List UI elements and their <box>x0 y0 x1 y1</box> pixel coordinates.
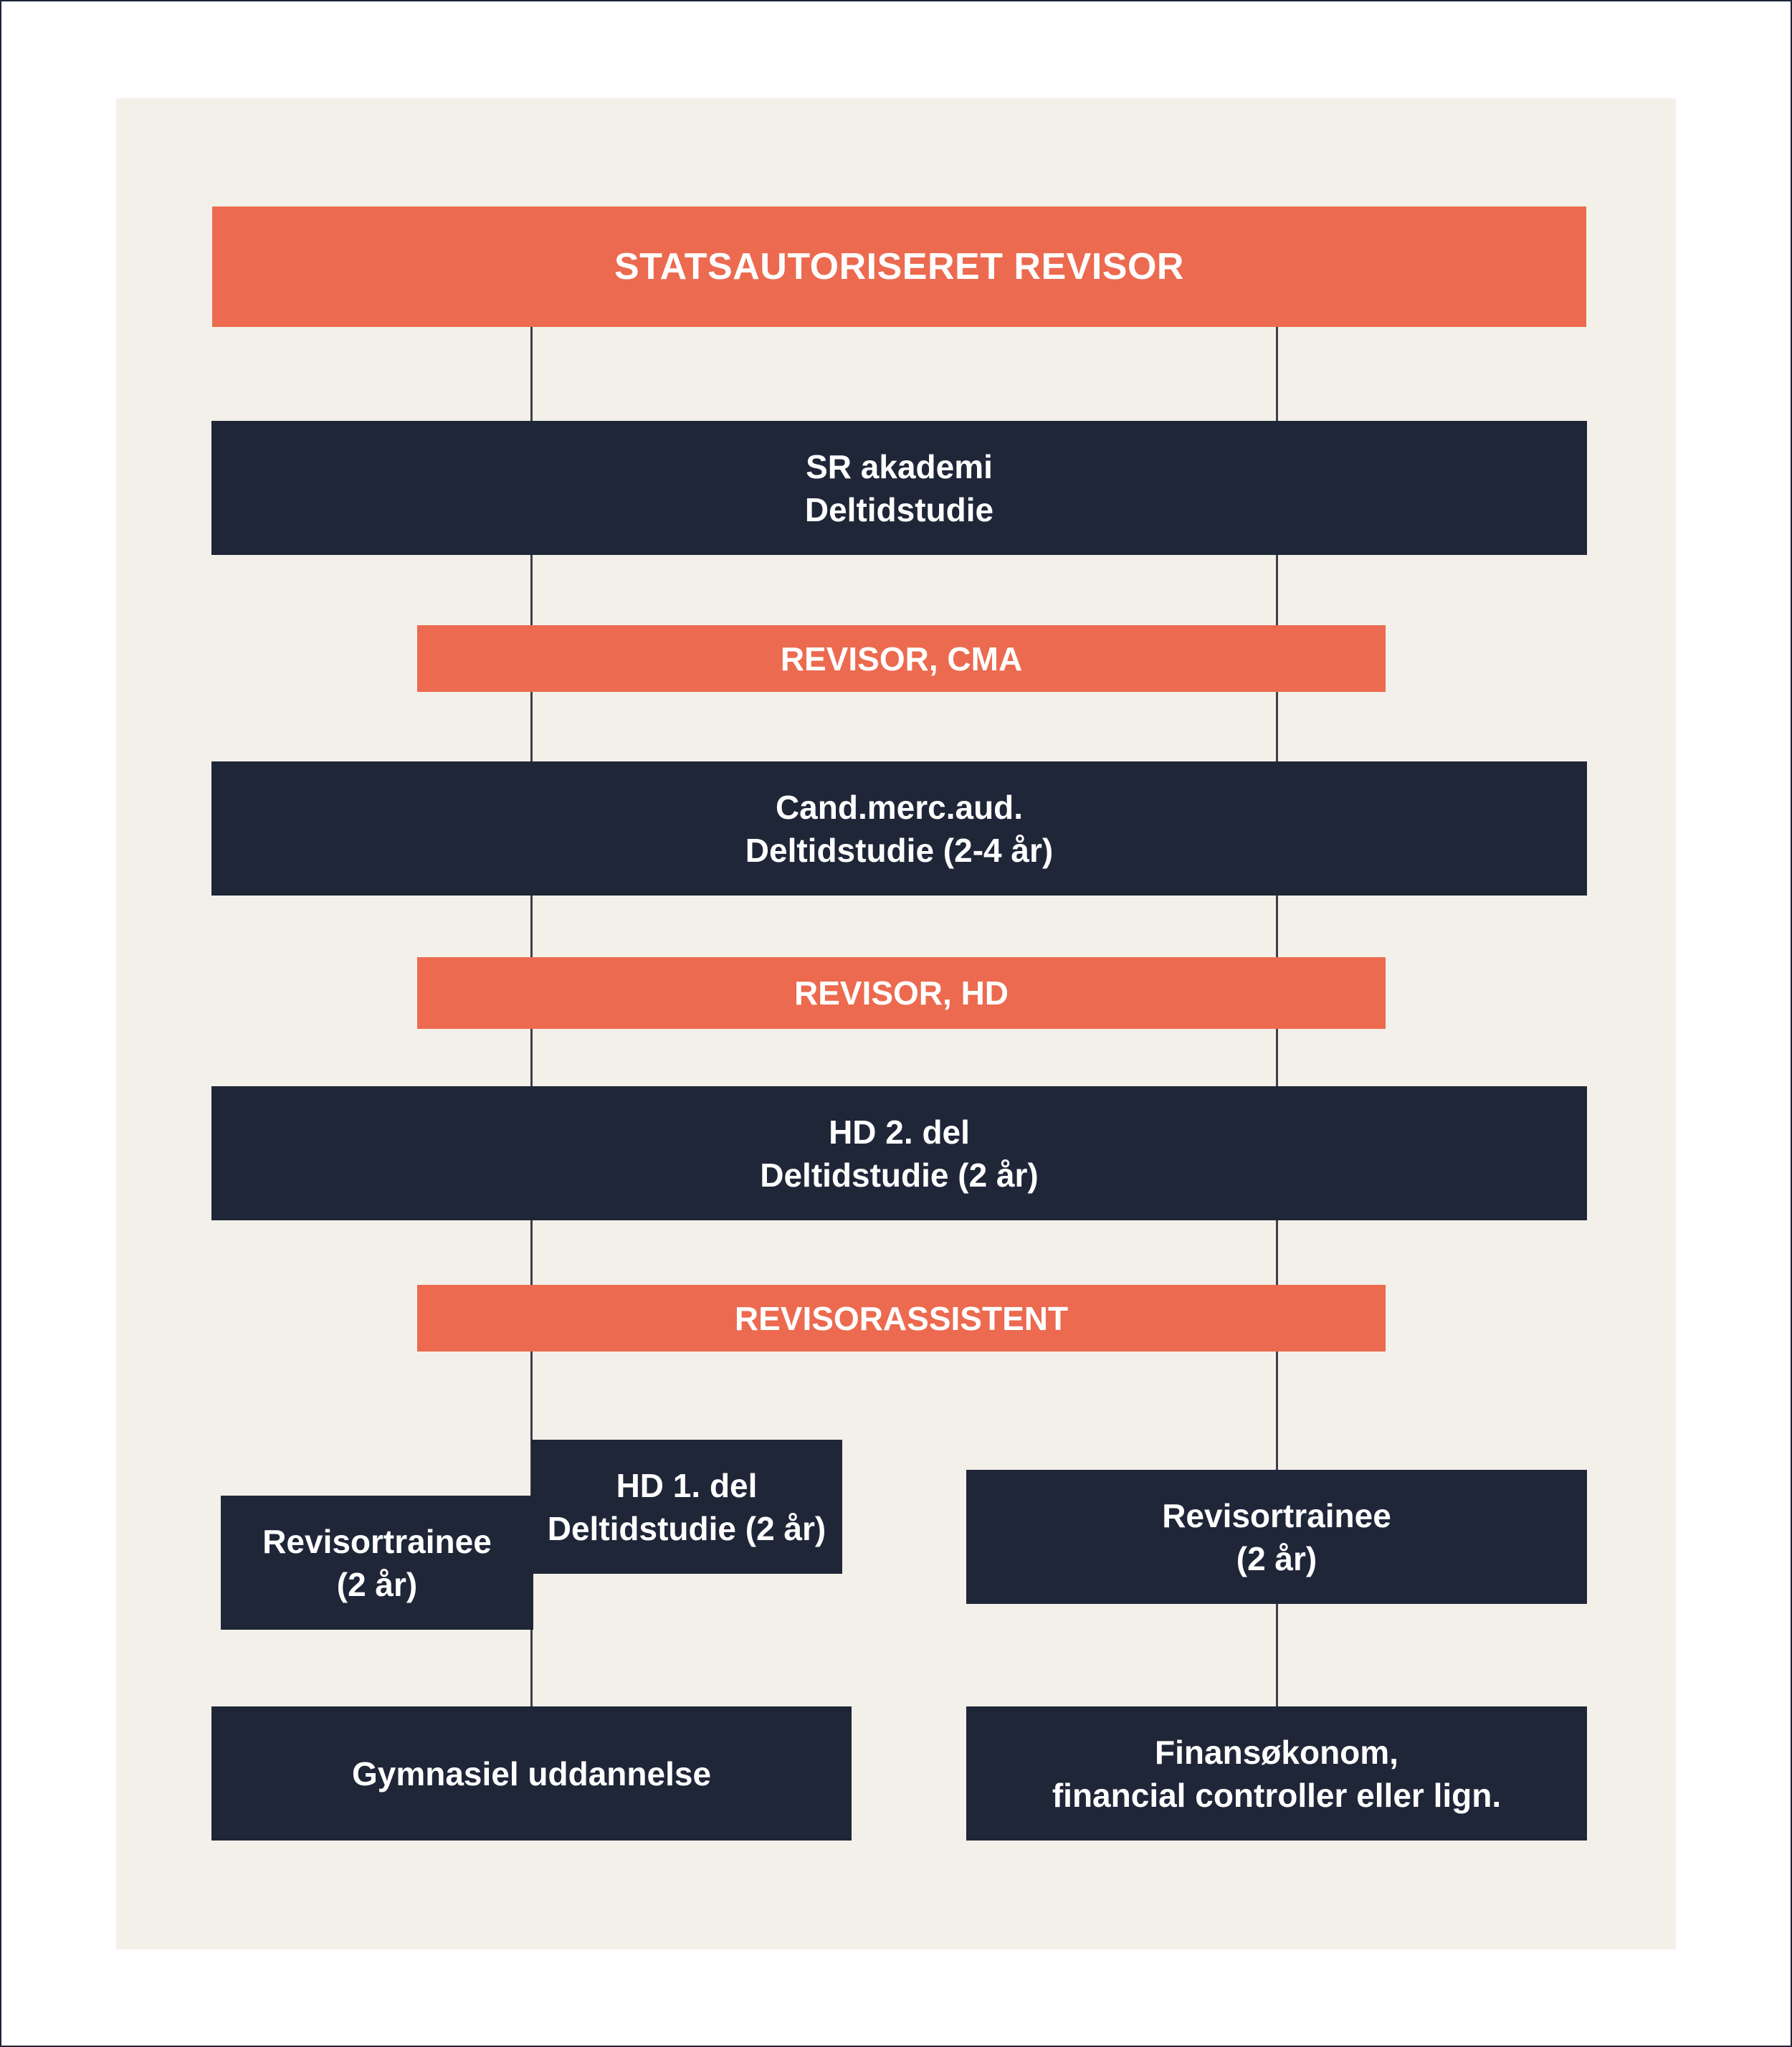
box-label: REVISORASSISTENT <box>734 1299 1069 1337</box>
box-label-line2: Deltidstudie (2 år) <box>547 1509 826 1547</box>
box-label-line1: SR akademi <box>806 447 993 485</box>
box-revisortrainee-left <box>221 1496 533 1630</box>
box-label-line2: Deltidstudie (2 år) <box>760 1156 1039 1194</box>
box-label-line1: Revisortrainee <box>1162 1496 1391 1534</box>
box-gymnasiel-uddannelse <box>211 1706 852 1841</box>
box-label-line1: Finansøkonom, <box>1155 1733 1398 1771</box>
box-revisorassistent <box>417 1285 1386 1352</box>
box-hd-2-del <box>211 1086 1587 1220</box>
box-revisortrainee-right <box>966 1470 1587 1604</box>
box-revisor-cma <box>417 625 1386 692</box>
box-label: STATSAUTORISERET REVISOR <box>614 246 1184 288</box>
box-label-line1: HD 1. del <box>616 1466 758 1504</box>
box-finansokonom <box>966 1706 1587 1841</box>
box-label-line1: Revisortrainee <box>262 1522 492 1560</box>
box-statsautoriseret-revisor <box>212 206 1586 327</box>
box-label-line2: Deltidstudie <box>804 490 994 528</box>
box-label: Gymnasiel uddannelse <box>351 1754 712 1792</box>
box-label-line2: (2 år) <box>336 1565 418 1603</box>
box-label: REVISOR, CMA <box>780 640 1023 678</box>
box-label-line1: Cand.merc.aud. <box>775 788 1024 826</box>
box-label-line2: Deltidstudie (2-4 år) <box>745 831 1054 869</box>
box-revisor-hd <box>417 957 1386 1029</box>
box-label-line1: HD 2. del <box>829 1113 970 1151</box>
box-label: REVISOR, HD <box>793 974 1009 1012</box>
box-hd-1-del <box>531 1440 842 1574</box>
box-cand-merc-aud <box>211 761 1587 896</box>
box-sr-akademi <box>211 421 1587 555</box>
box-label-line2: financial controller eller lign. <box>1052 1776 1502 1814</box>
box-label-line2: (2 år) <box>1236 1539 1317 1577</box>
